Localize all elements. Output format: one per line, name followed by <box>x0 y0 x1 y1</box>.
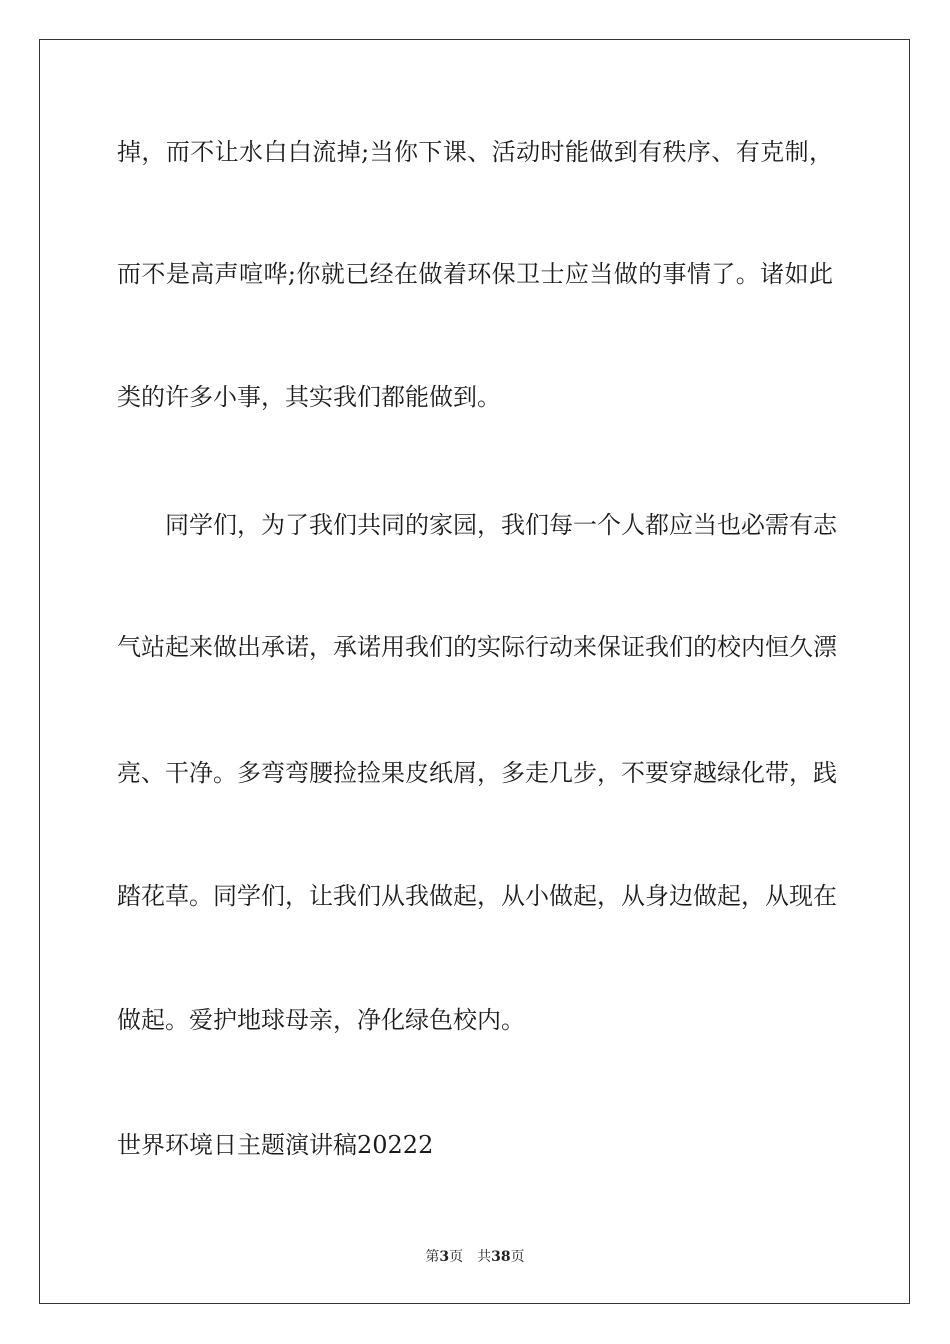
paragraph-line: 同学们，为了我们共同的家园，我们每一个人都应当也必需有志 <box>165 511 837 539</box>
paragraph-line: 做起。爱护地球母亲，净化绿色校内。 <box>117 1006 525 1034</box>
footer-suffix: 页 <box>510 1249 525 1265</box>
footer-page-number: 3 <box>439 1249 450 1265</box>
paragraph-line: 气站起来做出承诺，承诺用我们的实际行动来保证我们的校内恒久漂 <box>117 633 837 661</box>
footer-middle: 页 共 <box>449 1249 492 1265</box>
paragraph-line: 掉，而不让水白白流掉;当你下课、活动时能做到有秩序、有克制， <box>117 138 833 166</box>
paragraph-line: 亮、干净。多弯弯腰捡捡果皮纸屑，多走几步，不要穿越绿化带，践 <box>117 759 837 787</box>
footer-total-pages: 38 <box>491 1249 511 1265</box>
paragraph-line: 而不是高声喧哗;你就已经在做着环保卫士应当做的事情了。诸如此 <box>117 260 833 288</box>
page-footer <box>0 1247 950 1267</box>
footer-prefix: 第 <box>425 1249 440 1265</box>
paragraph-line: 类的许多小事，其实我们都能做到。 <box>117 383 501 411</box>
paragraph-line: 踏花草。同学们，让我们从我做起，从小做起，从身边做起，从现在 <box>117 882 837 910</box>
section-heading: 世界环境日主题演讲稿20222 <box>117 1131 434 1159</box>
page-frame <box>39 39 910 1304</box>
